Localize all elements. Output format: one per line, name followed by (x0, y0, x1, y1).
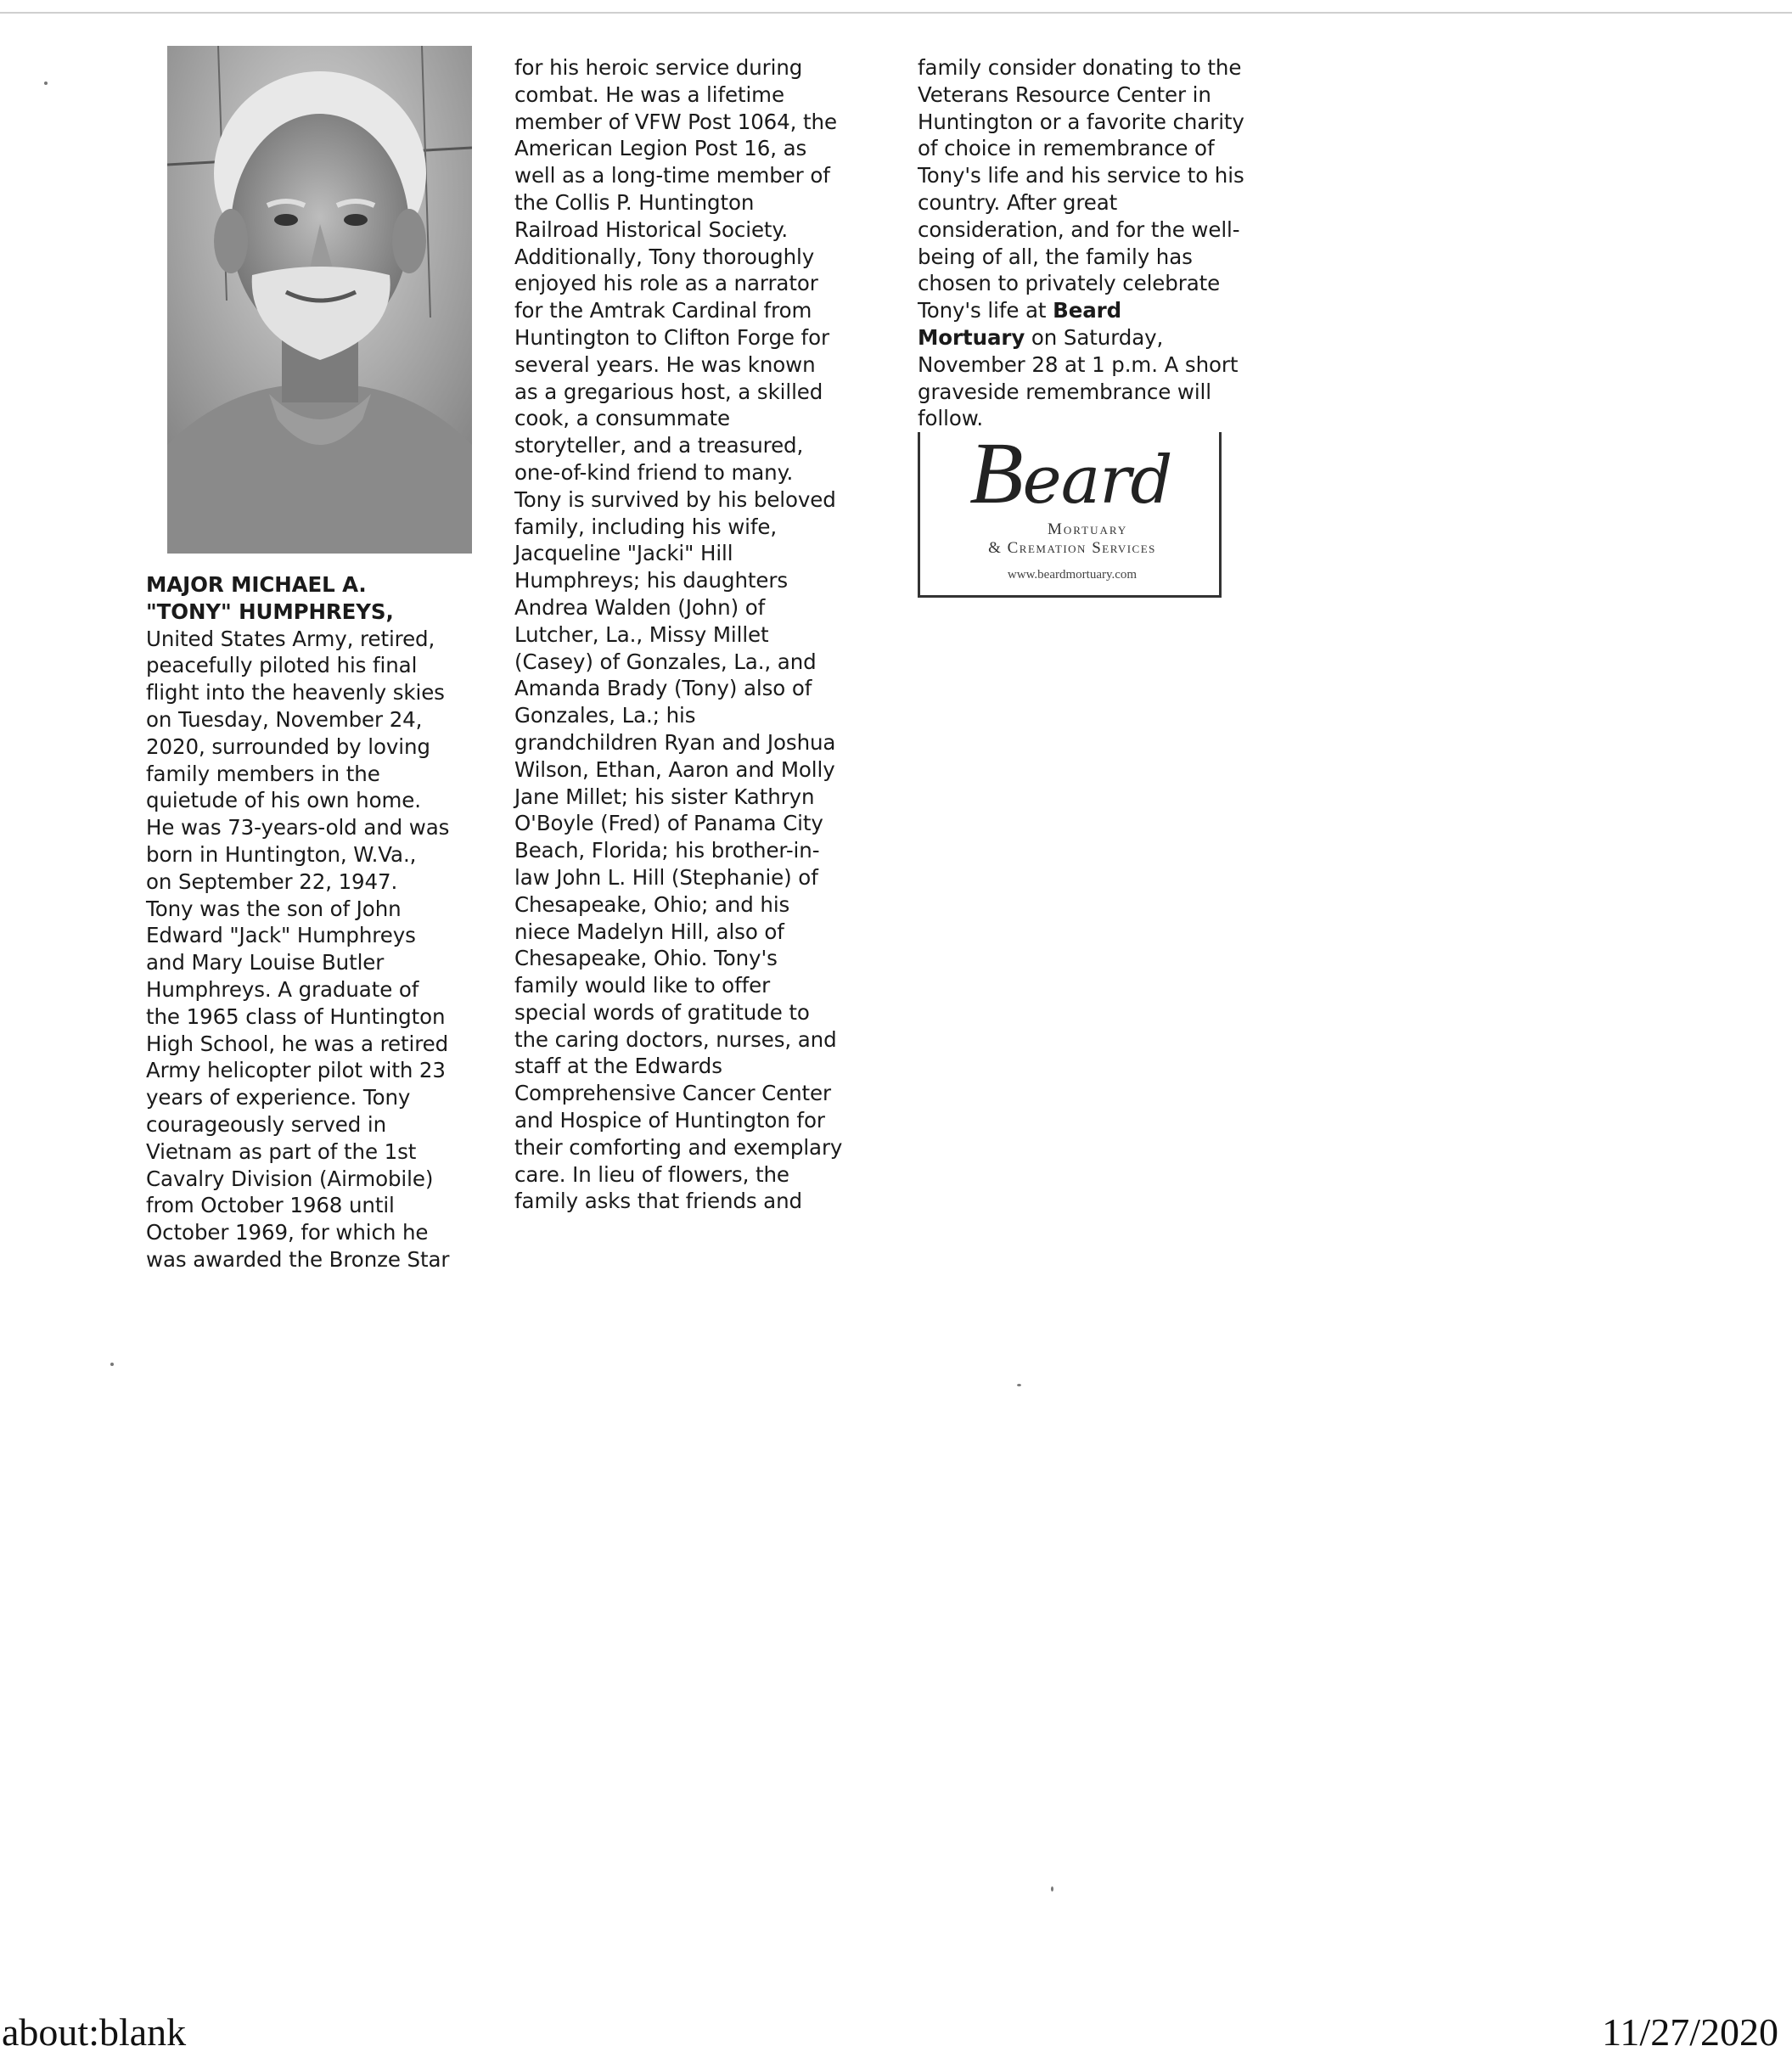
obituary-text-line: the caring doctors, nurses, and (514, 1026, 837, 1052)
obituary-text-line: (Casey) of Gonzales, La., and (514, 649, 817, 674)
obituary-text-line: flight into the heavenly skies (146, 680, 445, 705)
obituary-text-line: Jane Millet; his sister Kathryn (514, 784, 815, 809)
obituary-text-line: storyteller, and a treasured, (514, 433, 804, 458)
obituary-text-line: Huntington to Clifton Forge for (514, 324, 829, 350)
obituary-text-line: Amanda Brady (Tony) also of (514, 676, 812, 701)
obituary-text-line: follow. (918, 406, 984, 431)
obituary-text-line: one-of-kind friend to many. (514, 459, 794, 485)
logo-tagline-1: Mortuary (1048, 520, 1128, 538)
obituary-text-line: years of experience. Tony (146, 1085, 411, 1110)
obituary-text-line: Huntington or a favorite charity (918, 109, 1244, 134)
obituary-text-line: grandchildren Ryan and Joshua (514, 729, 836, 755)
obituary-text-line: courageously served in (146, 1111, 387, 1137)
obituary-text-line: member of VFW Post 1064, the (514, 109, 837, 134)
obituary-text-line: staff at the Edwards (514, 1054, 722, 1079)
obituary-text-line: family consider donating to the (918, 55, 1242, 80)
logo-script-name (969, 424, 1172, 522)
obituary-text-line: the Collis P. Huntington (514, 189, 755, 215)
obituary-column-2 (514, 54, 842, 1215)
obituary-text-line: on Tuesday, November 24, (146, 706, 423, 732)
obituary-text-line: and Mary Louise Butler (146, 950, 385, 975)
obituary-text-line: niece Madelyn Hill, also of (514, 919, 784, 944)
obituary-text-line: peacefully piloted his final (146, 653, 418, 678)
obituary-heading-line-1: MAJOR MICHAEL A. (146, 572, 367, 597)
obituary-text-line: Edward "Jack" Humphreys (146, 923, 416, 948)
obituary-text-line: Beach, Florida; his brother-in- (514, 838, 820, 863)
obituary-text-line: for his heroic service during (514, 55, 803, 80)
obituary-text-line: 2020, surrounded by loving (146, 734, 430, 759)
obituary-text-line: and Hospice of Huntington for (514, 1108, 825, 1133)
obituary-text-line: Army helicopter pilot with 23 (146, 1058, 446, 1083)
obituary-text-line: High School, he was a retired (146, 1031, 449, 1056)
obituary-column-1 (146, 571, 449, 1273)
obituary-text-line: Lutcher, La., Missy Millet (514, 621, 769, 647)
portrait-photo (167, 46, 472, 554)
obituary-text-line: well as a long-time member of (514, 163, 830, 188)
obituary-text-line: Veterans Resource Center in (918, 82, 1211, 107)
logo-tagline-2: & Cremation Services (988, 539, 1156, 557)
scan-top-edge (0, 12, 1792, 14)
funeral-home-name-bold: Mortuary (918, 324, 1025, 350)
obituary-text-line: consideration, and for the well- (918, 216, 1240, 242)
text-run: Tony's life at (918, 298, 1053, 323)
obituary-column-3 (918, 54, 1244, 432)
obituary-text-line: being of all, the family has (918, 244, 1193, 269)
obituary-text-line: November 28 at 1 p.m. A short (918, 351, 1239, 377)
obituary-text-line: born in Huntington, W.Va., (146, 841, 417, 867)
logo-script-rest: eard (1022, 442, 1172, 519)
footer-url: about:blank (2, 2010, 187, 2054)
logo-script-initial: B (969, 424, 1023, 522)
logo-url: www.beardmortuary.com (1007, 568, 1138, 582)
obituary-text-line: Jacqueline "Jacki" Hill (514, 541, 733, 566)
scan-speck (110, 1363, 114, 1366)
obituary-heading-line-2: "TONY" HUMPHREYS, (146, 599, 394, 624)
obituary-text-line: American Legion Post 16, as (514, 136, 807, 161)
obituary-text-line: care. In lieu of flowers, the (514, 1161, 789, 1187)
obituary-text-line (918, 324, 1244, 351)
obituary-column-1-body (146, 626, 449, 1273)
obituary-text-line: country. After great (918, 189, 1118, 215)
obituary-text-line: Chesapeake, Ohio; and his (514, 891, 790, 917)
obituary-text-line: Andrea Walden (John) of (514, 594, 766, 620)
obituary-text-line: enjoyed his role as a narrator (514, 271, 818, 296)
text-run: on Saturday, (1025, 324, 1164, 350)
funeral-home-name-bold: Beard (1053, 298, 1122, 323)
obituary-text-line: family asks that friends and (514, 1189, 802, 1214)
obituary-text-line (918, 297, 1244, 324)
obituary-text-line: Chesapeake, Ohio. Tony's (514, 946, 778, 971)
obituary-text-line: from October 1968 until (146, 1193, 395, 1218)
scan-speck (44, 82, 48, 85)
obituary-column-2-body (514, 54, 842, 1215)
obituary-text-line: the 1965 class of Huntington (146, 1003, 446, 1029)
obituary-text-line: cook, a consummate (514, 406, 730, 431)
obituary-text-line: Railroad Historical Society. (514, 216, 789, 242)
scan-speck (1017, 1384, 1021, 1386)
obituary-text-line: Wilson, Ethan, Aaron and Molly (514, 756, 835, 782)
obituary-text-line: special words of gratitude to (514, 999, 810, 1025)
obituary-text-line: was awarded the Bronze Star (146, 1246, 450, 1272)
obituary-text-line: Vietnam as part of the 1st (146, 1138, 417, 1164)
scan-speck (1051, 1886, 1053, 1892)
obituary-text-line: as a gregarious host, a skilled (514, 379, 823, 404)
obituary-text-line: of choice in remembrance of (918, 136, 1215, 161)
obituary-text-line: Humphreys; his daughters (514, 568, 788, 593)
obituary-text-line: combat. He was a lifetime (514, 82, 784, 107)
obituary-text-line: He was 73-years-old and was (146, 815, 450, 840)
obituary-text-line: on September 22, 1947. (146, 868, 398, 894)
obituary-text-line: United States Army, retired, (146, 626, 435, 651)
footer-date: 11/27/2020 (1602, 2010, 1778, 2054)
obituary-text-line: chosen to privately celebrate (918, 271, 1221, 296)
obituary-text-line: several years. He was known (514, 351, 816, 377)
obituary-text-line: Tony was the son of John (146, 896, 402, 921)
obituary-text-line: family, including his wife, (514, 514, 778, 539)
obituary-text-line: graveside remembrance will (918, 379, 1211, 404)
obituary-column-3-tail (918, 351, 1244, 432)
funeral-home-logo (918, 424, 1222, 598)
obituary-text-line: law John L. Hill (Stephanie) of (514, 864, 818, 890)
obituary-text-line: their comforting and exemplary (514, 1134, 843, 1160)
obituary-text-line: Humphreys. A graduate of (146, 976, 419, 1002)
obituary-column-3-body (918, 54, 1244, 297)
obituary-text-line: family would like to offer (514, 973, 771, 998)
obituary-text-line: Tony is survived by his beloved (514, 486, 836, 512)
obituary-text-line: family members in the (146, 761, 380, 786)
obituary-text-line: O'Boyle (Fred) of Panama City (514, 811, 823, 836)
obituary-text-line: Additionally, Tony thoroughly (514, 244, 815, 269)
obituary-text-line: Gonzales, La.; his (514, 703, 696, 728)
obituary-text-line: Cavalry Division (Airmobile) (146, 1166, 434, 1191)
obituary-text-line: quietude of his own home. (146, 788, 421, 813)
obituary-text-line: Tony's life and his service to his (918, 163, 1244, 188)
obituary-text-line: for the Amtrak Cardinal from (514, 298, 812, 323)
obituary-text-line: October 1969, for which he (146, 1220, 429, 1245)
obituary-text-line: Comprehensive Cancer Center (514, 1081, 831, 1106)
